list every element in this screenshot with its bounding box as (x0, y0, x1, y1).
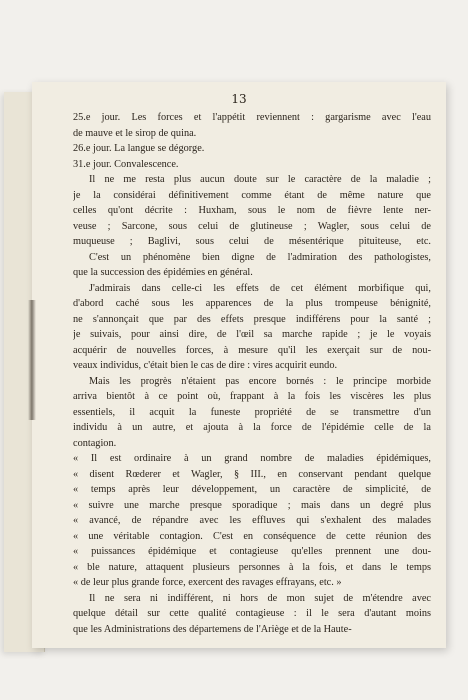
text-line: veuse ; Sarcone, sous celui de glutineuse ; Wagler, sous celui de (73, 220, 431, 232)
text-line: acquérir de nouvelles forces, à mesure qu'il les exerçait sur de nou- (73, 344, 431, 356)
text-line: « suivre une marche presque sporadique ; mais dans un degré plus (73, 499, 431, 511)
text-line: « une véritable contagion. C'est en conséquence de cette réunion des (73, 530, 431, 542)
text-line: « Il est ordinaire à un grand nombre de maladies épidémiques, (73, 453, 431, 464)
text-line: quelque détail sur cette qualité contagieuse : il le sera d'autant moins (73, 608, 431, 619)
text-line: J'admirais dans celle-ci les effets de cet élément morbifique qui, (89, 282, 431, 294)
text-line: contagion. (73, 437, 117, 449)
text-line: 25.e jour. Les forces et l'appétit reviennent : gargarisme avec l'eau (73, 112, 431, 123)
text-line: veaux individus, c'était bien le cas de dire : vires acquirit eundo. (73, 360, 338, 371)
text-line: « avancé, de répandre avec les effluves qui s'exhalent des malades (73, 515, 431, 526)
text-line: Mais les progrès n'étaient pas encore bornés : le principe morbide (89, 375, 431, 387)
text-line: individu à un autre, et ajouta à la force de l'épidémie celle de la (73, 422, 431, 433)
text-line: « de leur plus grande force, exercent des ravages effrayans, etc. » (73, 577, 342, 588)
text-line: d'abord caché sous les apparences de la plus trompeuse bénignité, (73, 298, 431, 309)
text-line: 26.e jour. La langue se dégorge. (73, 143, 205, 154)
text-line: muqueuse ; Baglivi, sous celui de mésentérique pituiteuse, etc. (73, 236, 431, 247)
page-text (73, 110, 431, 637)
text-line: Il ne sera ni indifférent, ni hors de mon sujet de m'étendre avec (89, 592, 431, 604)
text-line: je suivais, pour ainsi dire, de l'œil sa marche rapide ; je le voyais (73, 329, 431, 340)
text-line: « ble nature, attaquent plusieurs personnes à la fois, et dans le temps (73, 561, 431, 573)
text-line: « disent Rœderer et Wagler, § III., en conservant pendant quelque (73, 468, 431, 480)
text-line: « temps après leur développement, un caractère de simplicité, de (73, 484, 431, 495)
text-line: 31.e jour. Convalescence. (73, 158, 179, 170)
text-line: je la considérai définitivement comme étant de même nature que (73, 189, 431, 201)
text-line: C'est un phénomène bien digne de l'admiration des pathologistes, (89, 251, 431, 263)
page-number: 13 (231, 92, 247, 106)
text-line: essentiels, il acquit la funeste propriété de se transmettre d'un (73, 406, 431, 418)
binding-shadow (28, 300, 36, 420)
text-line: que la succession des épidémies en général. (73, 267, 253, 278)
text-line: que les Administrations des départemens de l'Ariège et de la Haute- (73, 623, 352, 635)
text-line: « puissances épidémique et contagieuse qu'elles prennent une dou- (73, 546, 431, 557)
text-line: ne s'annonçait que par des effets presque indifférens pour la santé ; (73, 313, 431, 325)
text-line: Il ne me resta plus aucun doute sur le caractère de la maladie ; (89, 174, 431, 185)
text-line: arriva bientôt à ce point où, frappant à la fois les viscères les plus (73, 391, 431, 402)
text-line: celles qu'ont décrite : Huxham, sous le nom de fièvre lente ner- (73, 205, 431, 216)
text-line: de mauve et le sirop de quina. (73, 127, 197, 139)
